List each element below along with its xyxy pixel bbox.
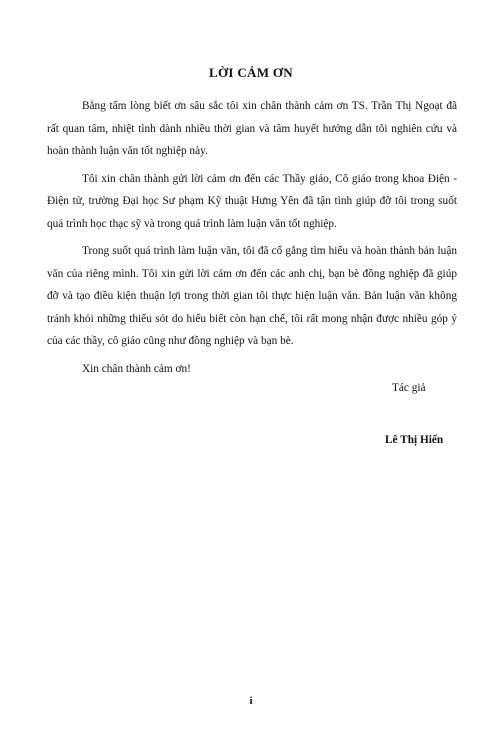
author-role: Tác giả xyxy=(392,382,426,394)
paragraph-3: Trong suốt quá trình làm luận văn, tôi đã cố gắng tìm hiểu và hoàn thành bản luận văn của riêng mình. Tôi xin gửi lời cảm ơn đến các anh chị, bạn bè đồng nghiệp đã giúp đỡ và tạo điều kiện thuận lợi trong thời gian tôi thực hiện luận văn. Bản luận văn không tránh khỏi những thiếu sót do hiểu biết còn hạn chế, tôi rất mong nhận được nhiều góp ý của các thầy, cô giáo cũng như đồng nghiệp và bạn bè. xyxy=(47,245,457,347)
author-name: Lê Thị Hiến xyxy=(385,434,444,446)
paragraph-2: Tôi xin chân thành gửi lời cảm ơn đến các Thầy giáo, Cô giáo trong khoa Điện - Điện tử, trường Đại học Sư phạm Kỹ thuật Hưng Yên đã tận tình giúp đỡ tôi trong suốt quá trình học thạc sỹ và trong quá trình làm luận văn tốt nghiệp. xyxy=(47,172,457,230)
paragraph-1: Bằng tấm lòng biết ơn sâu sắc tôi xin chân thành cảm ơn TS. Trần Thị Ngoạt đã rất quan tâm, nhiệt tình dành nhiều thời gian và tâm huyết hướng dẫn tôi nghiên cứu và hoàn thành luận văn tốt nghiệp này. xyxy=(47,100,457,157)
closing-line: Xin chân thành cảm ơn! xyxy=(82,362,191,375)
body-text xyxy=(47,95,457,385)
page-title: LỜI CẢM ƠN xyxy=(209,65,293,80)
page-number: i xyxy=(249,695,253,707)
